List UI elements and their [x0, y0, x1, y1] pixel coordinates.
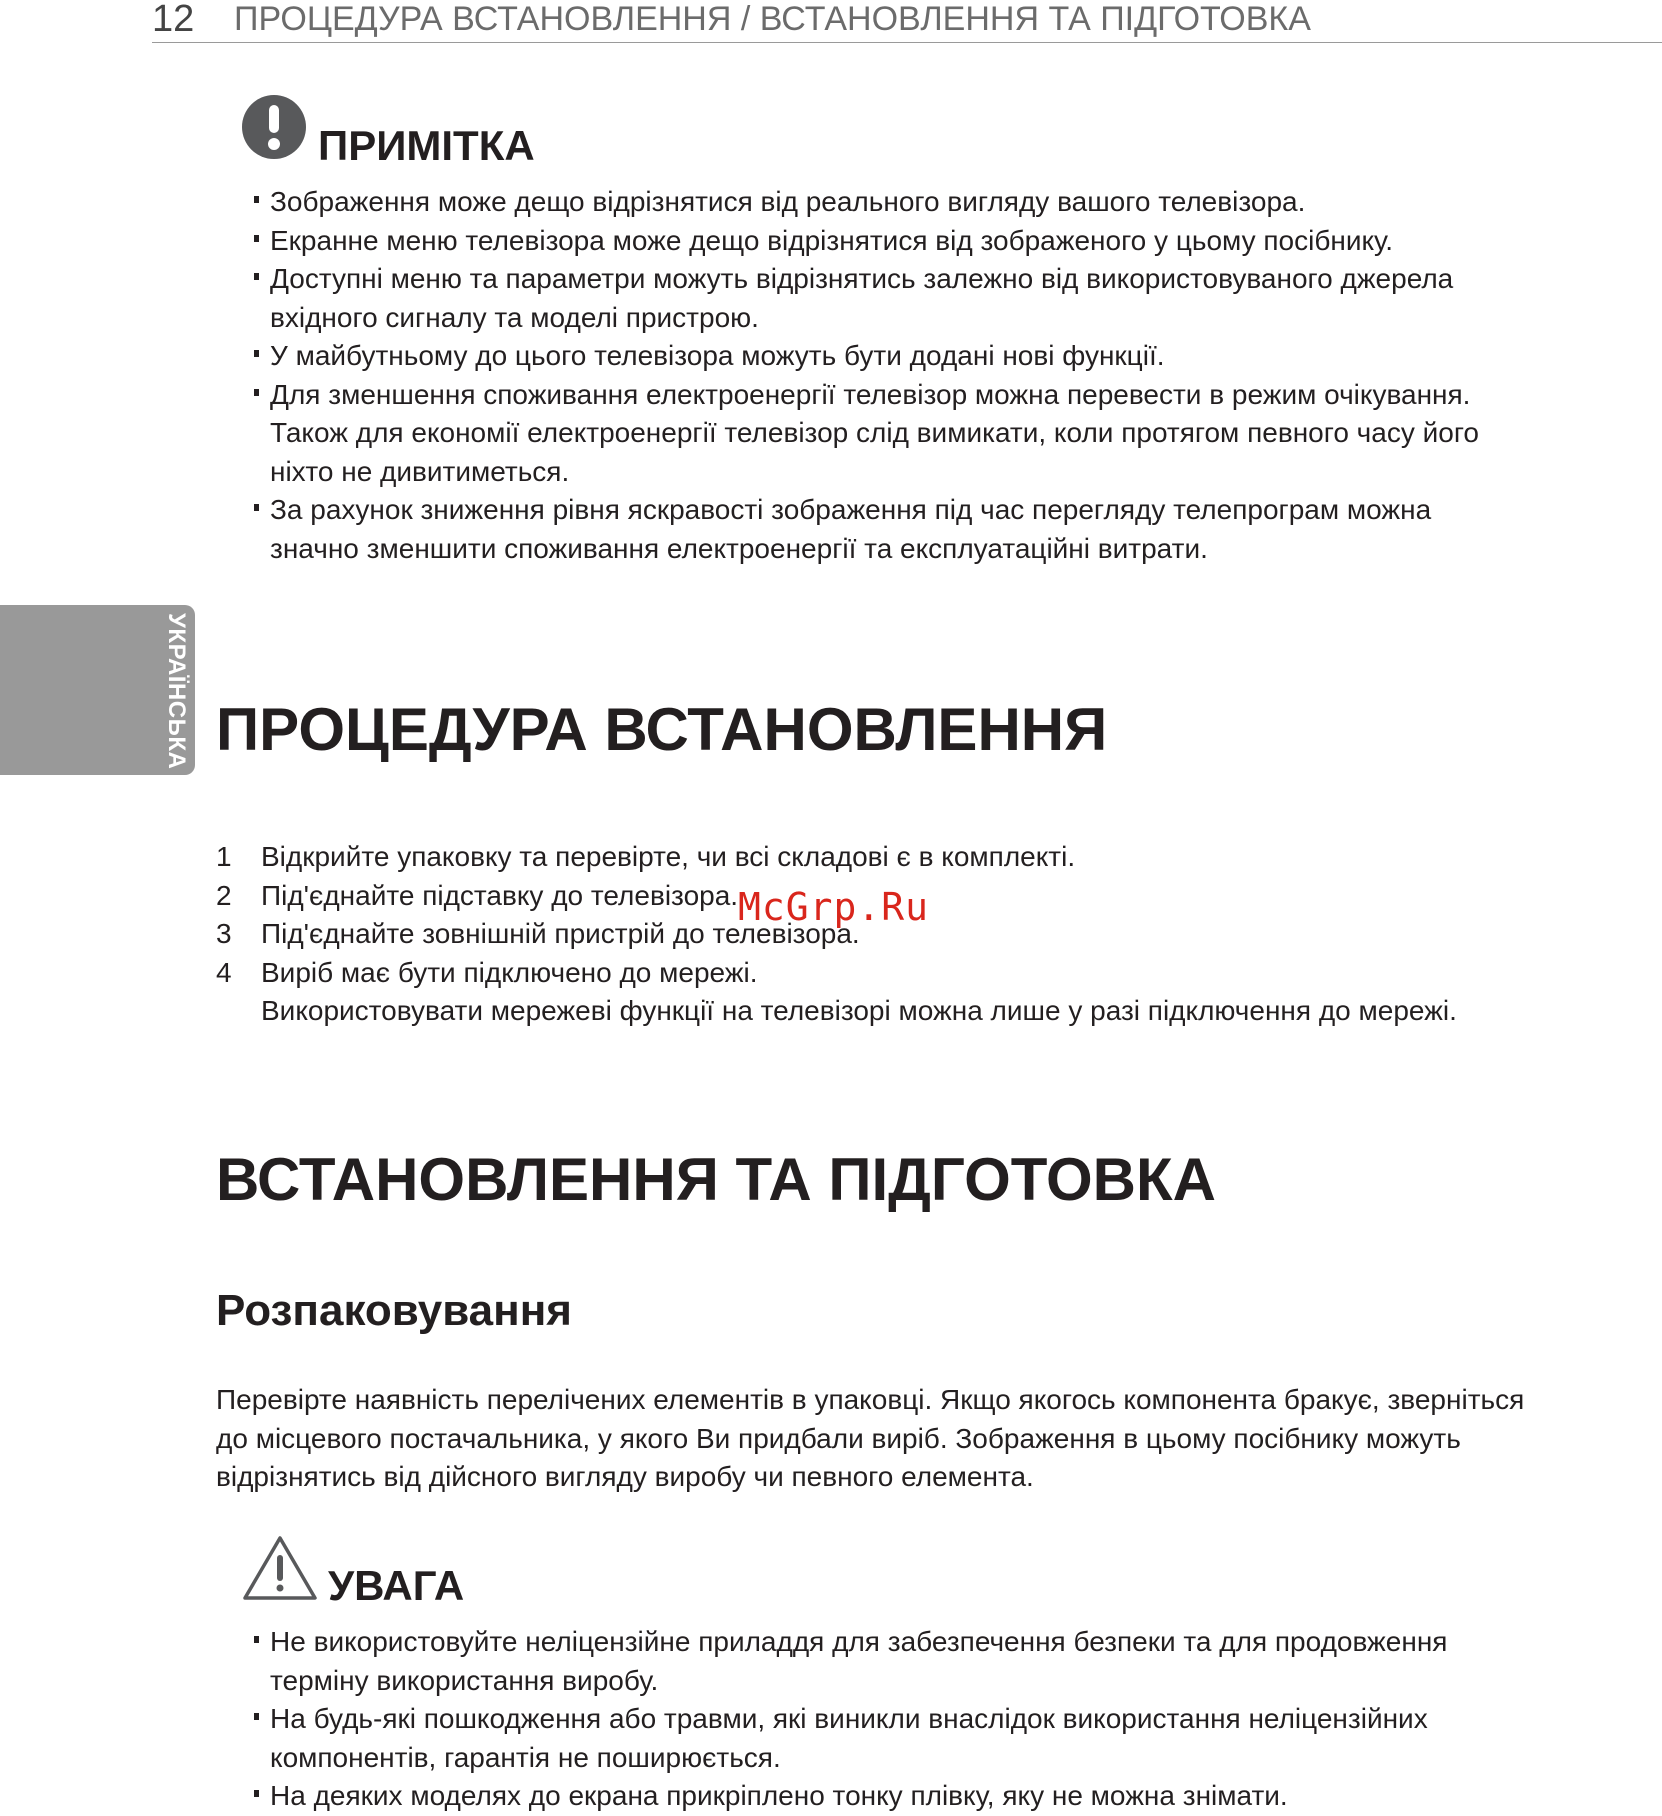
paragraph-line: Перевірте наявність перелічених елементів в упаковці. Якщо якогось компонента бракує, зверніться: [216, 1384, 1525, 1415]
warning-item: [242, 1777, 1447, 1816]
step-number: 1: [216, 841, 232, 872]
step-number: 3: [216, 918, 232, 949]
warning-line: Не використовуйте неліцензійне приладдя для забезпечення безпеки та для продовження: [270, 1626, 1448, 1657]
note-list: [242, 183, 1479, 568]
note-line: У майбутньому до цього телевізора можуть бути додані нові функції.: [270, 340, 1165, 371]
warning-triangle-icon: [242, 1535, 318, 1601]
step-subtext: Використовувати мережеві функції на телевізорі можна лише у разі підключення до мережі.: [261, 995, 1457, 1026]
section-title-installation-preparation: ВСТАНОВЛЕННЯ ТА ПІДГОТОВКА: [216, 1146, 1216, 1213]
step-item: [216, 838, 1457, 877]
exclamation-circle-icon: [242, 95, 306, 159]
step-text: Під'єднайте зовнішній пристрій до телевізора.: [261, 918, 860, 949]
language-tab-label: УКРАЇНСЬКА: [163, 613, 190, 770]
note-line: Зображення може дещо відрізнятися від реального вигляду вашого телевізора.: [270, 186, 1306, 217]
note-item: [242, 183, 1479, 222]
warning-item: [242, 1623, 1447, 1700]
paragraph-line: до місцевого постачальника, у якого Ви придбали виріб. Зображення в цьому посібнику можуть: [216, 1422, 1461, 1454]
page-header: [152, 0, 1662, 43]
note-title: ПРИМІТКА: [318, 122, 535, 169]
warning-list: [242, 1623, 1447, 1816]
unpacking-paragraph: [216, 1381, 1636, 1497]
warning-line: На деяких моделях до екрана прикріплено тонку плівку, яку не можна знімати.: [270, 1780, 1288, 1811]
language-tab: [0, 605, 195, 775]
warning-line: компонентів, гарантія не поширюється.: [270, 1741, 781, 1773]
subsection-title-unpacking: Розпаковування: [216, 1286, 572, 1335]
note-item: [242, 491, 1479, 568]
step-text: Під'єднайте підставку до телевізора.: [261, 879, 739, 911]
note-line: Також для економії електроенергії телевізор слід вимикати, коли протягом певного часу його: [270, 417, 1480, 448]
note-item: [242, 376, 1479, 492]
step-text: Відкрийте упаковку та перевірте, чи всі складові є в комплекті.: [261, 841, 1076, 872]
step-item: [216, 954, 1457, 1031]
step-text: Виріб має бути підключено до мережі.: [261, 956, 758, 988]
warning-line: терміну використання виробу.: [270, 1664, 659, 1696]
warning-title: УВАГА: [328, 1562, 465, 1609]
step-number: 2: [216, 879, 232, 911]
header-title: ПРОЦЕДУРА ВСТАНОВЛЕННЯ / ВСТАНОВЛЕННЯ ТА ПІДГОТОВКА: [234, 0, 1311, 38]
note-line: ніхто не дивитиметься.: [270, 455, 570, 487]
note-line: Екранне меню телевізора може дещо відрізнятися від зображеного у цьому посібнику.: [270, 224, 1393, 256]
note-line: Для зменшення споживання електроенергії телевізор можна перевести в режим очікування.: [270, 378, 1471, 410]
note-line: За рахунок зниження рівня яскравості зображення під час перегляду телепрограм можна: [270, 494, 1432, 525]
note-line: Доступні меню та параметри можуть відрізнятись залежно від використовуваного джерела: [270, 263, 1454, 294]
note-item: [242, 260, 1479, 337]
warning-line: На будь-які пошкодження або травми, які виникли внаслідок використання неліцензійних: [270, 1703, 1428, 1734]
note-item: [242, 222, 1479, 261]
note-line: вхідного сигналу та моделі пристрою.: [270, 301, 759, 333]
page-number: 12: [152, 0, 195, 40]
watermark: McGrp.Ru: [738, 885, 930, 929]
warning-item: [242, 1700, 1447, 1777]
section-title-installation-procedure: ПРОЦЕДУРА ВСТАНОВЛЕННЯ: [216, 696, 1108, 763]
installation-steps: [216, 838, 1457, 1031]
step-number: 4: [216, 956, 232, 988]
note-item: [242, 337, 1479, 376]
paragraph-line: відрізнятись від дійсного вигляду виробу чи певного елемента.: [216, 1461, 1034, 1492]
note-line: значно зменшити споживання електроенергії та експлуатаційні витрати.: [270, 532, 1208, 564]
